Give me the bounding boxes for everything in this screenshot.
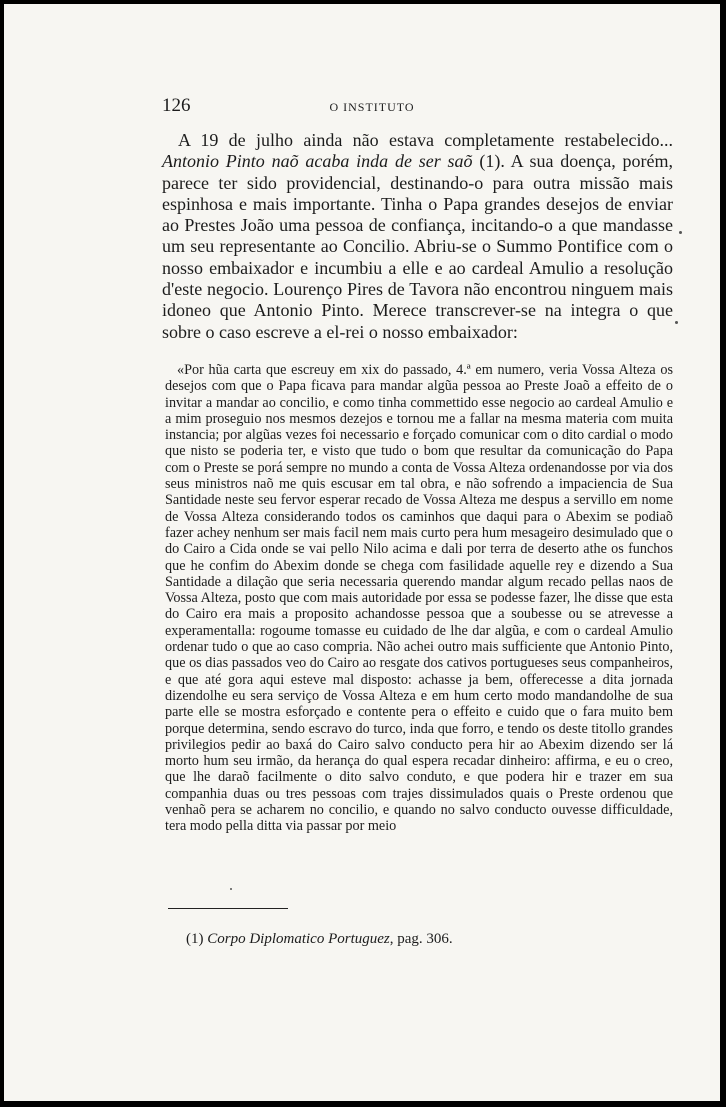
footnote-divider — [168, 908, 288, 909]
main-text-body: A sua doença, porém, parece ter sido providencial, destinando-o para outra missão mais espinhosa e mais importante. Tinha o Papa grandes desejos de enviar ao Prestes João uma pessoa de confiança, incitando-o a que mandasse um seu representante ao Concilio. Abriu-se o Summo Pontifice com o nosso embaixador e incumbiu a elle e ao cardeal Amulio a resolução d'este negocio. Lourenço Pires de Tavora não encontrou ninguem mais idoneo que Antonio Pinto. Merece transcrever-se na integra o que sobre o caso escreve a el-rei o nosso embaixador: — [162, 151, 673, 342]
page-number: 126 — [162, 95, 191, 116]
main-text-quotation-italic: Antonio Pinto naõ acaba inda de ser saõ — [162, 151, 473, 172]
footnote-source: Corpo Diplomatico Portuguez — [207, 931, 390, 947]
page-header — [162, 96, 582, 118]
scan-speck — [230, 888, 232, 890]
footnote-reference: (1). — [472, 151, 511, 172]
document-page — [4, 4, 720, 1101]
main-text-intro: A 19 de julho ainda não estava completamente restabelecido... — [178, 130, 673, 150]
scan-speck — [679, 231, 682, 234]
main-paragraph — [162, 130, 673, 343]
quoted-letter: «Por hũa carta que escreuy em xix do passado, 4.ª em numero, veria Vossa Alteza os desejos com que o Papa ficava para mandar algũa pessoa ao Preste Joaõ a effeito de o invitar a mandar ao concilio, e como tinha commettido esse negocio ao cardeal Amulio e a mim proseguio nos mesmos dezejos e tornou me a fallar na mesma materia com muita instancia; por algũas vezes foi necessario e forçado comunicar com o dito cardial o modo que nisto se poderia ter, e visto que tudo o bom que resultar da comunicação do Papa com o Preste se porá sempre no mundo a conta de Vossa Alteza ordenandosse por via dos seus ministros naõ me quis escusar em tal obra, e não sofrendo a impaciencia de Sua Santidade neste seu fervor esperar recado de Vossa Alteza me despus a servillo em nome de Vossa Alteza considerando todos os caminhos que daqui para o Abexim se podiaõ fazer achey nenhum ser mais facil nem mais curto pera hum mesageiro desimulado que o do Cairo a Cida onde se vai pello Nilo acima e dali por terra de deserto athe os funchos que he confim do Abexim donde se chega com fasilidade aquelle rey e dizendo a Sua Santidade a dilação que seria necessaria querendo mandar algum recado pellas naos de Vossa Alteza, posto que com mais autoridade por essa se podesse fazer, lhe disse que esta do Cairo era mais a proposito achandosse pessoa que a soubesse ou se atrevesse a experamentalla: rogoume tomasse eu cuidado de lhe dar algũa, e com o cardeal Amulio ordenar tudo o que ao caso compria. Não achei outro mais sufficiente que Antonio Pinto, que os dias passados veo do Cairo ao resgate dos cativos portugueses seus companheiros, e que até gora aqui esteve mal disposto: achasse ja bem, offerecesse a dita jornada dizendolhe eu sera serviço de Vossa Alteza e em hum certo modo mandandolhe de sua parte elle se mostra esforçado e contente pera o effeito e cuido que o fara muito bem porque determina, sendo escravo do turco, inda que forro, e tendo os deste titollo grandes privilegios pedir ao baxá do Cairo salvo conducto pera hir ao Abexim dizendo ser lá morto hum seu irmão, da herança do qual espera recadar dinheiro: affirma, e eu o creo, que lhe daraõ facilmente o dito salvo conduto, e que podera hir e trazer em sua companhia duas ou tres pessoas com trajes dissimulados quais o Preste ordenou que venhaõ pera se acharem no concilio, e quando no salvo conducto ouvesse difficuldade, tera modo pella ditta via passar por meio — [165, 362, 673, 835]
footnote-marker: (1) — [186, 931, 208, 947]
scan-speck — [675, 321, 678, 324]
footnote-pages: , pag. 306. — [389, 931, 453, 947]
running-title: O INSTITUTO — [329, 100, 415, 114]
footnote — [186, 930, 666, 948]
